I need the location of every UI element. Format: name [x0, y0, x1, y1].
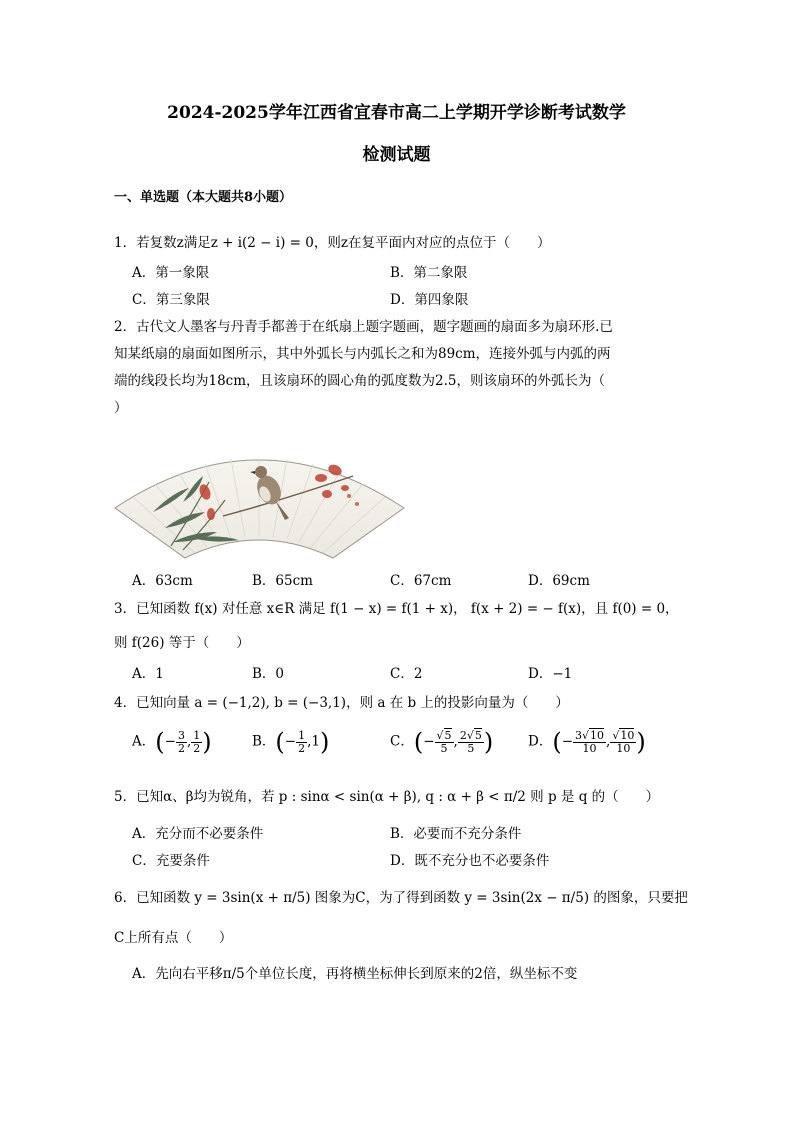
paper-fan-painting-image — [113, 442, 406, 560]
q4-option-b: B．(− $\frac{1}{2}$ ,1) — [252, 728, 330, 756]
exam-title-line2: 检测试题 — [362, 145, 431, 165]
q4-option-d: D．(− $\frac{3√10}{10}$ , $\frac{√10}{10}$ ) — [528, 728, 646, 756]
q2-stem-line4: ） — [114, 400, 128, 416]
q3-stem-line1: 3．已知函数 f(x) 对任意 x∈R 满足 f(1 − x) = f(1 + x)， f(x + 2) = − f(x)，且 f(0) = 0， — [114, 601, 679, 617]
q1-option-a: A．第一象限 — [132, 265, 210, 281]
q5-option-c: C．充要条件 — [132, 853, 210, 869]
q2-stem-line2: 知某纸扇的扇面如图所示，其中外弧长与内弧长之和为89cm，连接外弧与内弧的两 — [114, 346, 611, 362]
q3-option-d: D．−1 — [528, 666, 573, 682]
q4-option-a-label: A． — [132, 733, 156, 750]
q2-stem-line1: 2．古代文人墨客与丹青手都善于在纸扇上题字题画，题字题画的扇面多为扇环形.已 — [114, 319, 613, 335]
q2-option-d: D．69cm — [528, 573, 590, 589]
q6-stem-line2: C上所有点（ ） — [114, 930, 233, 946]
q2-option-a: A．63cm — [132, 573, 193, 589]
q5-stem: 5．已知α、β均为锐角，若 p : sinα < sin(α + β), q : α + β < π/2 则 p 是 q 的（ ） — [114, 789, 660, 805]
q3-option-c: C．2 — [390, 666, 423, 682]
q3-option-b: B．0 — [252, 666, 285, 682]
q1-option-b: B．第二象限 — [390, 265, 468, 281]
q4-stem: 4．已知向量 a = (−1,2), b = (−3,1)，则 a 在 b 上的投影向量为（ ） — [114, 695, 569, 711]
q4-option-c-label: C． — [390, 733, 414, 750]
q3-option-a: A．1 — [132, 666, 164, 682]
q6-stem-line1: 6．已知函数 y = 3sin(x + π/5) 图象为C，为了得到函数 y = 3sin(2x − π/5) 的图象，只要把 — [114, 890, 688, 906]
q5-option-a: A．充分而不必要条件 — [132, 826, 264, 842]
q3-stem-line2: 则 f(26) 等于（ ） — [114, 635, 250, 651]
q1-option-c: C．第三象限 — [132, 292, 210, 308]
q6-option-a: A．先向右平移π/5个单位长度，再将横坐标伸长到原来的2倍，纵坐标不变 — [132, 966, 578, 982]
q2-stem-line3: 端的线段长均为18cm，且该扇环的圆心角的弧度数为2.5，则该扇环的外弧长为（ — [114, 373, 606, 389]
q4-option-b-label: B． — [252, 733, 276, 750]
q1-stem: 1．若复数z满足z + i(2 − i) = 0，则z在复平面内对应的点位于（ ） — [114, 235, 551, 251]
q2-option-c: C．67cm — [390, 573, 452, 589]
q4-option-a: A．(− $\frac{3}{2}$ , $\frac{1}{2}$ ) — [132, 728, 212, 756]
q4-option-c: C．(− $\frac{√5}{5}$ , $\frac{2√5}{5}$ ) — [390, 728, 494, 756]
q5-option-d: D．既不充分也不必要条件 — [390, 853, 550, 869]
q1-option-d: D．第四象限 — [390, 292, 469, 308]
q4-option-d-label: D． — [528, 733, 553, 750]
exam-title-line1: 2024-2025学年江西省宜春市高二上学期开学诊断考试数学 — [167, 103, 626, 123]
q5-option-b: B．必要而不充分条件 — [390, 826, 522, 842]
section-heading: 一、单选题（本大题共8小题） — [114, 190, 293, 205]
q2-option-b: B．65cm — [252, 573, 313, 589]
